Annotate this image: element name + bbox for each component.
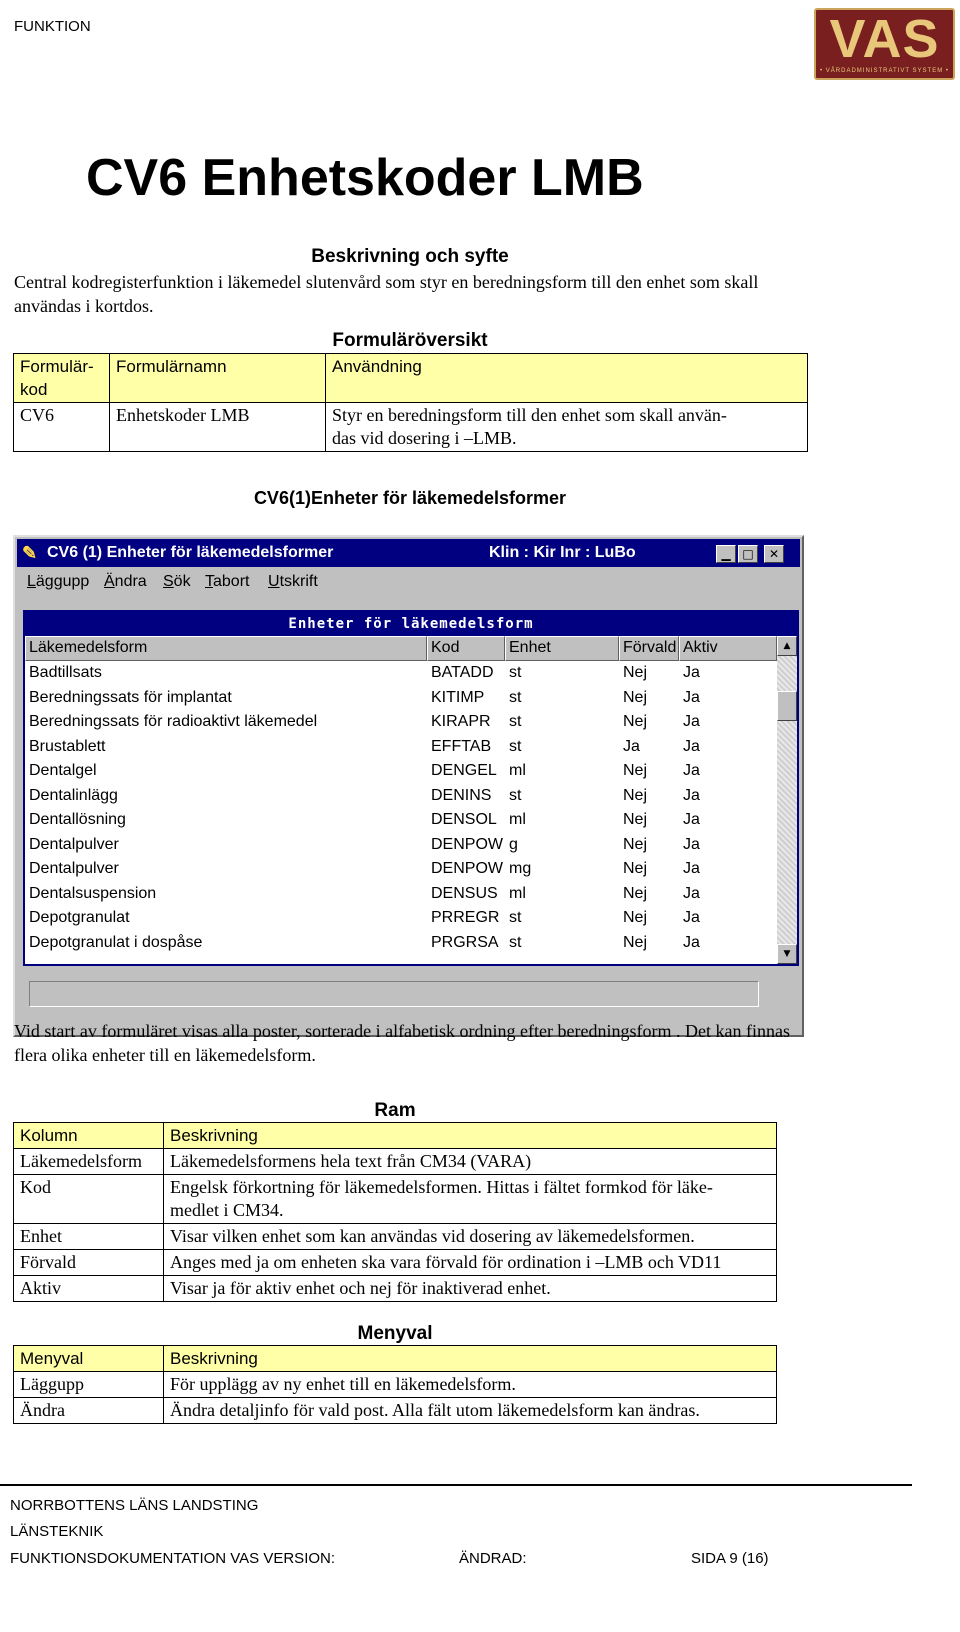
menu-laggupp[interactable]: Läggupp — [27, 573, 90, 590]
cell-enhet: g — [509, 835, 518, 853]
cell-enhet: ml — [509, 884, 526, 902]
grid-row[interactable] — [25, 931, 777, 956]
table-cell: För upplägg av ny enhet till en läkemedelsform. — [164, 1372, 777, 1398]
cell-kod: EFFTAB — [431, 737, 492, 755]
table-cell: Engelsk förkortning för läkemedelsformen. Hittas i fältet formkod för läke- medlet i CM34. — [164, 1175, 777, 1224]
cell-enhet: st — [509, 713, 522, 730]
column-header-kod[interactable]: Kod — [427, 636, 505, 661]
cell-lakemedelsform: Dentalpulver — [29, 835, 119, 853]
cell-aktiv: Ja — [683, 688, 700, 706]
cell-forvald: Ja — [623, 737, 640, 755]
cell-lakemedelsform: Dentalpulver — [29, 860, 119, 877]
window-title: CV6 (1) Enheter för läkemedelsformer — [47, 544, 334, 561]
grid-row[interactable] — [25, 735, 777, 760]
footer-divider — [0, 1484, 912, 1486]
cell-enhet: mg — [509, 860, 532, 877]
table-row — [14, 1224, 777, 1250]
menu-sok[interactable]: Sök — [163, 573, 191, 590]
table-cell: Kod — [14, 1175, 164, 1224]
cell-kod: PRREGR — [431, 909, 500, 926]
header-cell: Formulär- kod — [14, 354, 110, 403]
header-cell: Kolumn — [14, 1123, 164, 1149]
table-cell: Ändra — [14, 1398, 164, 1424]
cell-aktiv: Ja — [683, 933, 700, 951]
cell-forvald: Nej — [623, 884, 648, 902]
header-cell: Användning — [326, 354, 808, 403]
formularoversikt-heading: Formuläröversikt — [332, 330, 488, 351]
ram-heading: Ram — [374, 1100, 416, 1121]
table-cell: Förvald — [14, 1250, 164, 1276]
table-cell: Läkemedelsformens hela text från CM34 (VARA) — [164, 1149, 777, 1175]
cell-lakemedelsform: Depotgranulat i dospåse — [29, 933, 203, 951]
cell-aktiv: Ja — [683, 860, 700, 877]
beskrivning-heading: Beskrivning och syfte — [311, 246, 509, 267]
grid-title: Enheter för läkemedelsform — [25, 612, 797, 636]
grid-row[interactable] — [25, 784, 777, 809]
cell-aktiv: Ja — [683, 737, 700, 755]
header-cell: Menyval — [14, 1346, 164, 1372]
grid-row[interactable] — [25, 808, 777, 833]
table-cell: Styr en beredningsform till den enhet som skall använ- das vid dosering i –LMB. — [326, 403, 808, 452]
cell-enhet: st — [509, 664, 522, 681]
table-row — [14, 1398, 777, 1424]
table-cell: Aktiv — [14, 1276, 164, 1302]
cell-kod: DENPOW — [431, 835, 503, 853]
header-cell: Beskrivning — [164, 1123, 777, 1149]
cell-kod: DENPOW — [431, 860, 503, 877]
scroll-down-icon[interactable]: ▼ — [777, 944, 797, 964]
column-header-lakemedelsform[interactable]: Läkemedelsform — [25, 636, 427, 661]
cell-lakemedelsform: Dentalgel — [29, 762, 97, 779]
cell-kod: DENSUS — [431, 884, 498, 902]
logo-text: VAS — [829, 9, 940, 69]
cell-enhet: st — [509, 909, 522, 926]
cell-enhet: st — [509, 933, 522, 951]
grid-row[interactable] — [25, 857, 777, 882]
grid-row[interactable] — [25, 661, 777, 686]
cell-enhet: ml — [509, 811, 526, 828]
table-header-row — [14, 1123, 777, 1149]
cell-forvald: Nej — [623, 860, 648, 877]
footer-changed: ÄNDRAD: — [459, 1550, 527, 1567]
column-header-aktiv[interactable]: Aktiv — [679, 636, 777, 661]
app-window — [13, 535, 804, 1037]
maximize-icon[interactable]: □ — [738, 545, 758, 563]
footer-doc: FUNKTIONSDOKUMENTATION VAS VERSION: — [10, 1550, 336, 1567]
menu-tabort[interactable]: Tabort — [205, 573, 250, 590]
cell-kod: DENGEL — [431, 762, 497, 779]
menu-utskrift[interactable]: Utskrift — [268, 573, 318, 590]
grid-row[interactable] — [25, 906, 777, 931]
cell-kod: KIRAPR — [431, 713, 491, 730]
cell-forvald: Nej — [623, 909, 648, 926]
header-cell: Beskrivning — [164, 1346, 777, 1372]
screenshot-heading: CV6(1)Enheter för läkemedelsformer — [253, 488, 567, 508]
cell-lakemedelsform: Beredningssats för radioaktivt läkemedel — [29, 713, 318, 730]
table-cell: Enhet — [14, 1224, 164, 1250]
cell-lakemedelsform: Dentalsuspension — [29, 884, 157, 902]
table-cell: Ändra detaljinfo för vald post. Alla fält utom läkemedelsform kan ändras. — [164, 1398, 777, 1424]
app-icon: ✎ — [22, 543, 38, 563]
footer-org: NORRBOTTENS LÄNS LANDSTING — [10, 1497, 259, 1514]
cell-aktiv: Ja — [683, 811, 700, 828]
vertical-scrollbar[interactable] — [777, 636, 797, 964]
cell-lakemedelsform: Badtillsats — [29, 664, 102, 681]
cell-kod: KITIMP — [431, 688, 485, 706]
beskrivning-text: Central kodregisterfunktion i läkemedel slutenvård som styr en beredningsform till den enhet som skall användas i kortdos. — [14, 272, 759, 316]
cell-forvald: Nej — [623, 786, 648, 804]
cell-forvald: Nej — [623, 688, 648, 706]
cell-enhet: st — [509, 737, 522, 755]
table-header-row — [14, 1346, 777, 1372]
cell-lakemedelsform: Dentallösning — [29, 811, 126, 828]
table-row — [14, 1149, 777, 1175]
cell-forvald: Nej — [623, 664, 648, 681]
data-grid — [23, 610, 799, 966]
table-row — [14, 1276, 777, 1302]
cell-kod: BATADD — [431, 664, 494, 681]
table-cell: Läggupp — [14, 1372, 164, 1398]
table-cell: Visar vilken enhet som kan användas vid dosering av läkemedelsformen. — [164, 1224, 777, 1250]
grid-row[interactable] — [25, 710, 777, 735]
user-info: Klin : Kir Inr : LuBo — [489, 544, 636, 561]
header-label: FUNKTION — [14, 18, 91, 35]
grid-row[interactable] — [25, 882, 777, 907]
cell-forvald: Nej — [623, 835, 648, 853]
cell-forvald: Nej — [623, 811, 648, 828]
cell-aktiv: Ja — [683, 664, 700, 681]
page-title: CV6 Enhetskoder LMB — [86, 149, 644, 207]
cell-lakemedelsform: Beredningssats för implantat — [29, 688, 232, 706]
table-cell: Anges med ja om enheten ska vara förvald för ordination i –LMB och VD11 — [164, 1250, 777, 1276]
cell-forvald: Nej — [623, 933, 648, 951]
table-header-row — [14, 354, 808, 403]
cell-aktiv: Ja — [683, 909, 700, 926]
cell-aktiv: Ja — [683, 762, 700, 779]
cell-lakemedelsform: Brustablett — [29, 737, 106, 755]
scroll-up-icon[interactable]: ▲ — [777, 636, 797, 656]
table-cell: CV6 — [14, 403, 110, 452]
cell-lakemedelsform: Depotgranulat — [29, 909, 130, 926]
column-header-enhet[interactable]: Enhet — [505, 636, 619, 661]
footer-page: SIDA 9 (16) — [691, 1550, 769, 1567]
cell-aktiv: Ja — [683, 835, 700, 853]
menyval-table — [13, 1345, 777, 1424]
cell-lakemedelsform: Dentalinlägg — [29, 786, 118, 804]
vas-logo — [814, 8, 955, 80]
grid-row[interactable] — [25, 759, 777, 784]
grid-row[interactable] — [25, 833, 777, 858]
cell-enhet: st — [509, 786, 522, 804]
window-titlebar[interactable] — [17, 539, 800, 567]
menu-andra[interactable]: Ändra — [104, 573, 147, 590]
minimize-icon[interactable]: ▁ — [716, 545, 736, 563]
table-row — [14, 1372, 777, 1398]
cell-aktiv: Ja — [683, 884, 700, 902]
cell-aktiv: Ja — [683, 713, 700, 730]
close-icon[interactable]: ✕ — [764, 545, 784, 563]
table-row — [14, 403, 808, 452]
ram-table — [13, 1122, 777, 1302]
header-cell: Formulärnamn — [110, 354, 326, 403]
table-row — [14, 1250, 777, 1276]
cell-kod: PRGRSA — [431, 933, 499, 951]
column-header-forvald[interactable]: Förvald — [619, 636, 679, 661]
grid-row[interactable] — [25, 686, 777, 711]
table-row — [14, 1175, 777, 1224]
cell-aktiv: Ja — [683, 786, 700, 804]
table-cell: Enhetskoder LMB — [110, 403, 326, 452]
cell-forvald: Nej — [623, 713, 648, 730]
cell-kod: DENSOL — [431, 811, 497, 828]
table-cell: Visar ja för aktiv enhet och nej för inaktiverad enhet. — [164, 1276, 777, 1302]
vid-start-text: Vid start av formuläret visas alla poster, sorterade i alfabetisk ordning efter beredningsform . Det kan finnas flera olika enheter till en läkemedelsform. — [14, 1021, 790, 1065]
scroll-thumb[interactable] — [777, 691, 797, 721]
table-cell: Läkemedelsform — [14, 1149, 164, 1175]
status-bar — [29, 981, 759, 1007]
menyval-heading: Menyval — [357, 1323, 433, 1344]
footer-dept: LÄNSTEKNIK — [10, 1523, 104, 1540]
cell-enhet: st — [509, 688, 522, 706]
formularoversikt-table — [13, 353, 808, 452]
cell-forvald: Nej — [623, 762, 648, 779]
grid-header-row — [25, 636, 777, 661]
cell-kod: DENINS — [431, 786, 492, 804]
logo-tagline: • VÅRDADMINISTRATIVT SYSTEM • — [820, 68, 949, 74]
cell-enhet: ml — [509, 762, 526, 779]
